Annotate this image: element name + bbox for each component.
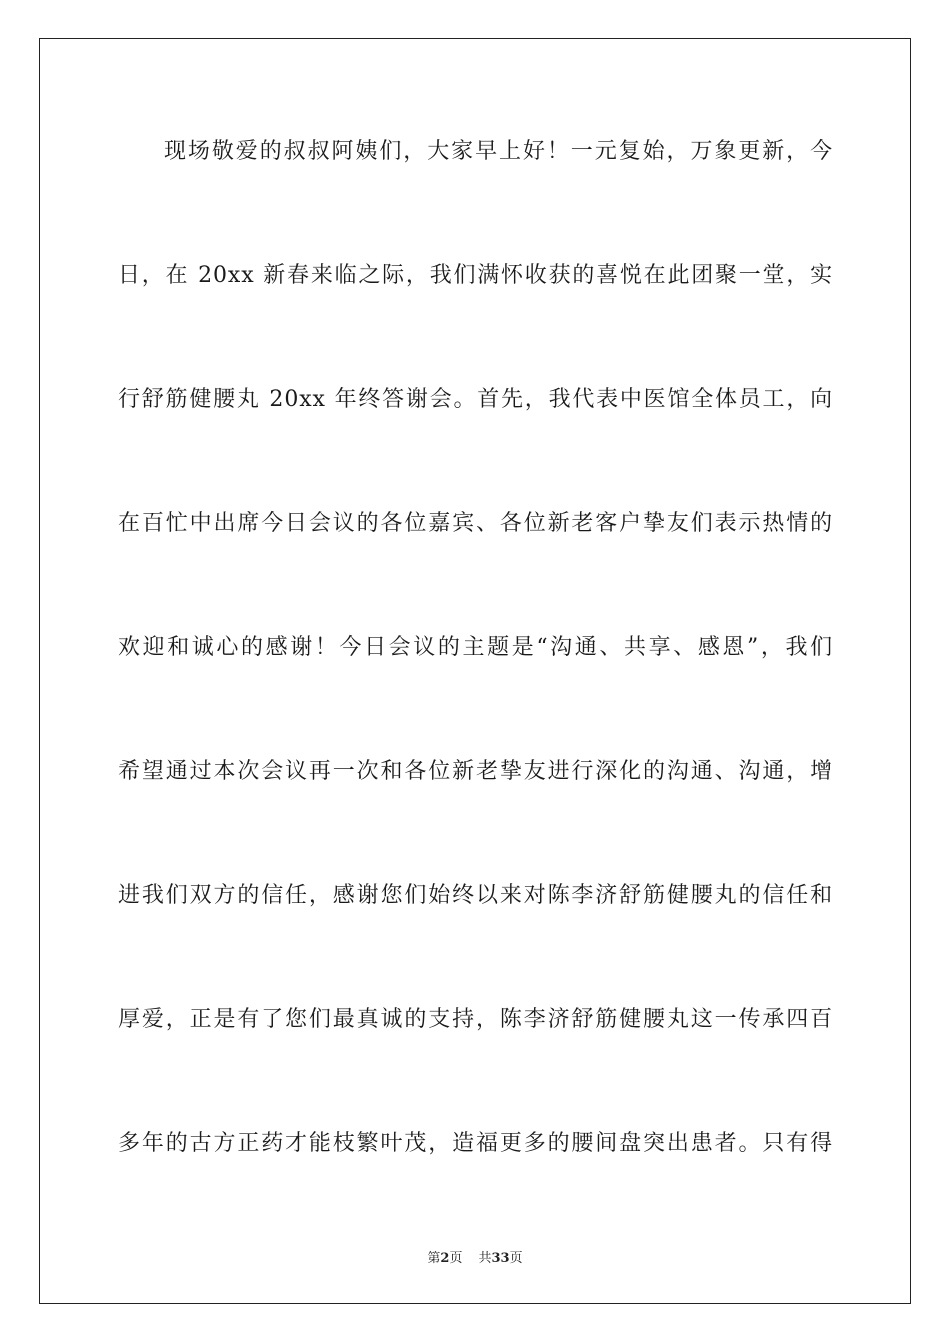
body-paragraph: [118, 128, 833, 1244]
page-footer: [0, 1247, 950, 1266]
text-line: 希望通过本次会议再一次和各位新老挚友进行深化的沟通、沟通，增: [118, 759, 833, 784]
text-line: 行舒筋健腰丸 20xx 年终答谢会。首先，我代表中医馆全体员工，向: [118, 387, 833, 412]
page-number: 2: [440, 1251, 450, 1266]
text-line: 欢迎和诚心的感谢！今日会议的主题是“沟通、共享、感恩”，我们: [118, 635, 833, 660]
text-line: 厚爱，正是有了您们最真诚的支持，陈李济舒筋健腰丸这一传承四百: [118, 1007, 833, 1032]
text-line: 在百忙中出席今日会议的各位嘉宾、各位新老客户挚友们表示热情的: [118, 511, 833, 536]
page-suffix: 页: [449, 1251, 463, 1266]
text-line: 日，在 20xx 新春来临之际，我们满怀收获的喜悦在此团聚一堂，实: [118, 263, 833, 288]
total-prefix: 共: [478, 1251, 492, 1266]
text-line: 现场敬爱的叔叔阿姨们，大家早上好！一元复始，万象更新，今: [164, 139, 833, 164]
text-line: 进我们双方的信任，感谢您们始终以来对陈李济舒筋健腰丸的信任和: [118, 883, 833, 908]
text-line: 多年的古方正药才能枝繁叶茂，造福更多的腰间盘突出患者。只有得: [118, 1131, 833, 1156]
total-pages: 33: [491, 1251, 510, 1266]
total-suffix: 页: [509, 1251, 523, 1266]
page-prefix: 第: [427, 1251, 441, 1266]
